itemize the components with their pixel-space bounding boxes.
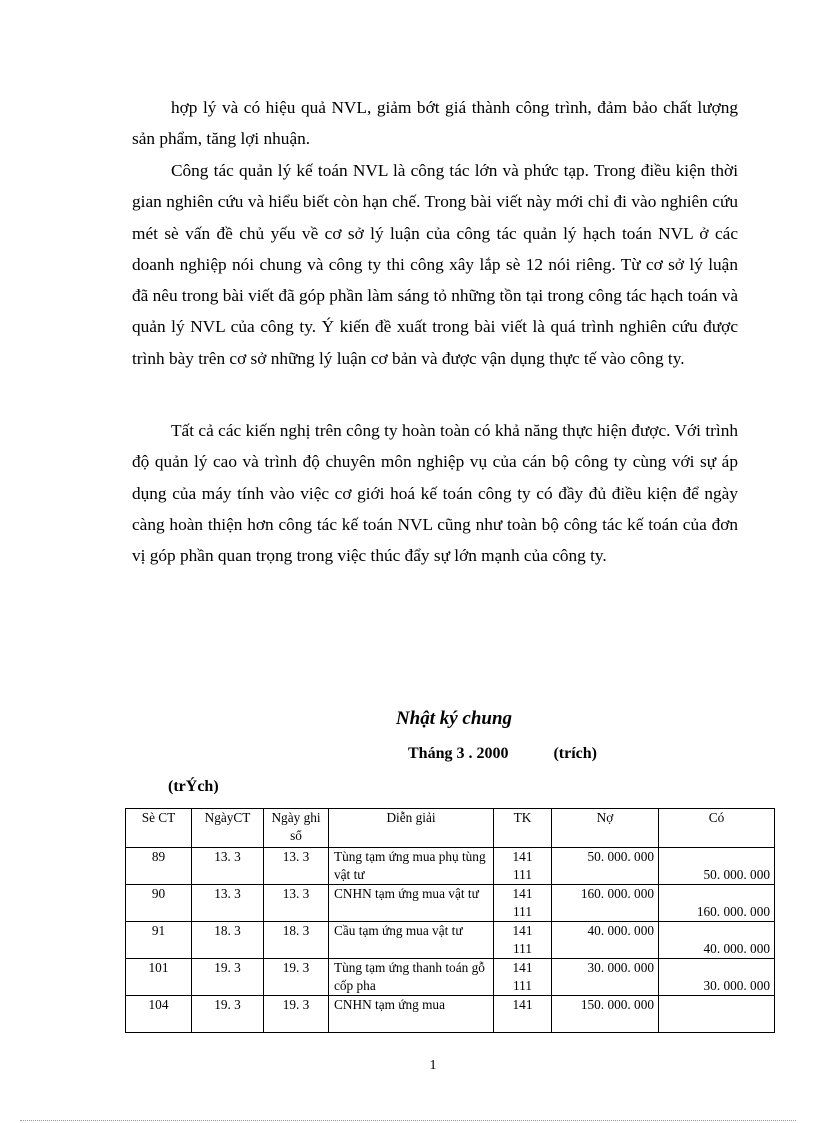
table-row [126, 922, 775, 959]
cell-ngay-ghi-so: 18. 3 [264, 922, 329, 959]
cell-dien-giai: Tùng tạm ứng thanh toán gỗ cốp pha [329, 959, 494, 996]
cell-dien-giai: Tùng tạm ứng mua phụ tùng vật tư [329, 848, 494, 885]
cell-tk-no: 141 [512, 849, 533, 864]
cell-ngay-ghi-so: 19. 3 [264, 996, 329, 1033]
cell-dien-giai: CNHN tạm ứng mua [329, 996, 494, 1033]
header-dien-giai: Diễn giải [329, 809, 494, 848]
page-number: 1 [429, 1058, 437, 1073]
cell-co [659, 848, 775, 885]
header-ngay-ct: NgàyCT [192, 809, 264, 848]
cell-no: 160. 000. 000 [552, 885, 659, 922]
cell-tk [494, 996, 552, 1033]
cell-no: 150. 000. 000 [552, 996, 659, 1033]
table-row [126, 959, 775, 996]
cell-tk-no: 141 [512, 886, 533, 901]
cell-so-ct: 104 [126, 996, 192, 1033]
cell-dien-giai: Cầu tạm ứng mua vật tư [329, 922, 494, 959]
cell-no: 30. 000. 000 [552, 959, 659, 996]
cell-tk-co: 111 [513, 978, 532, 993]
paragraph-3: Tất cả các kiến nghị trên công ty hoàn toàn có khả năng thực hiện được. Với trình độ quản lý cao và trình độ chuyên môn nghiệp vụ của cán bộ công ty cùng với sự áp dụng của máy tính vào việc cơ giới hoá kế toán công ty có đầy đủ điều kiện để ngày càng hoàn thiện hơn công tác kế toán NVL cũng như toàn bộ công tác kế toán của đơn vị góp phần quan trọng trong việc thúc đẩy sự lớn mạnh của công ty. [132, 421, 738, 566]
cell-tk [494, 848, 552, 885]
cell-co [659, 885, 775, 922]
cell-co [659, 959, 775, 996]
header-tk: TK [494, 809, 552, 848]
cell-ngay-ct: 19. 3 [192, 959, 264, 996]
journal-period: Tháng 3 . 2000 [408, 745, 509, 762]
cell-ngay-ct: 13. 3 [192, 885, 264, 922]
header-no: Nợ [552, 809, 659, 848]
cell-ngay-ghi-so: 13. 3 [264, 885, 329, 922]
cell-tk-no: 141 [512, 997, 533, 1012]
paragraph-1: hợp lý và có hiệu quả NVL, giảm bớt giá thành công trình, đảm bảo chất lượng sản phẩm, tăng lợi nhuận. [132, 98, 738, 149]
cell-co-value: 40. 000. 000 [703, 941, 770, 956]
cell-so-ct: 90 [126, 885, 192, 922]
cell-co [659, 922, 775, 959]
cell-co-value: 30. 000. 000 [703, 978, 770, 993]
journal-title: Nhật ký chung [395, 708, 513, 729]
cell-so-ct: 91 [126, 922, 192, 959]
cell-dien-giai: CNHN tạm ứng mua vật tư [329, 885, 494, 922]
journal-note: (trích) [553, 745, 597, 762]
header-so-ct: Sè CT [126, 809, 192, 848]
cell-tk [494, 959, 552, 996]
cell-ngay-ghi-so: 13. 3 [264, 848, 329, 885]
header-ngay-ghi-so: Ngày ghi sổ [264, 809, 329, 848]
table-header-row [126, 809, 775, 848]
cell-so-ct: 89 [126, 848, 192, 885]
paragraph-2: Công tác quản lý kế toán NVL là công tác lớn và phức tạp. Trong điều kiện thời gian nghiên cứu và hiểu biết còn hạn chế. Trong bài viết này mới chỉ đi vào nghiên cứu mét sè vấn đề chủ yếu về cơ sở lý luận của công tác quản lý hạch toán NVL ở các doanh nghiệp nói chung và công ty thi công xây lắp sè 12 nói riêng. Từ cơ sở lý luận đã nêu trong bài viết đã góp phần làm sáng tỏ những tồn tại trong công tác hạch toán và quản lý NVL của công ty. Ý kiến đề xuất trong bài viết là quá trình nghiên cứu được trình bày trên cơ sở những lý luận cơ bản và được vận dụng thực tế vào công ty. [132, 161, 738, 368]
cell-ngay-ghi-so: 19. 3 [264, 959, 329, 996]
cell-no: 50. 000. 000 [552, 848, 659, 885]
cell-tk [494, 885, 552, 922]
journal-note-2: (trÝch) [168, 778, 219, 795]
cell-tk-co: 111 [513, 941, 532, 956]
table-row [126, 848, 775, 885]
cell-co-value: 160. 000. 000 [696, 904, 770, 919]
table-row [126, 996, 775, 1033]
cell-co [659, 996, 775, 1033]
journal-table [125, 808, 775, 1033]
page-footer-divider [20, 1120, 796, 1121]
cell-tk-no: 141 [512, 923, 533, 938]
cell-ngay-ct: 18. 3 [192, 922, 264, 959]
cell-ngay-ct: 19. 3 [192, 996, 264, 1033]
journal-period-line [408, 745, 597, 763]
cell-co-value: 50. 000. 000 [703, 867, 770, 882]
cell-ngay-ct: 13. 3 [192, 848, 264, 885]
cell-tk-no: 141 [512, 960, 533, 975]
cell-tk-co: 111 [513, 867, 532, 882]
cell-no: 40. 000. 000 [552, 922, 659, 959]
cell-tk [494, 922, 552, 959]
cell-so-ct: 101 [126, 959, 192, 996]
cell-tk-co: 111 [513, 904, 532, 919]
header-co: Có [659, 809, 775, 848]
table-row [126, 885, 775, 922]
